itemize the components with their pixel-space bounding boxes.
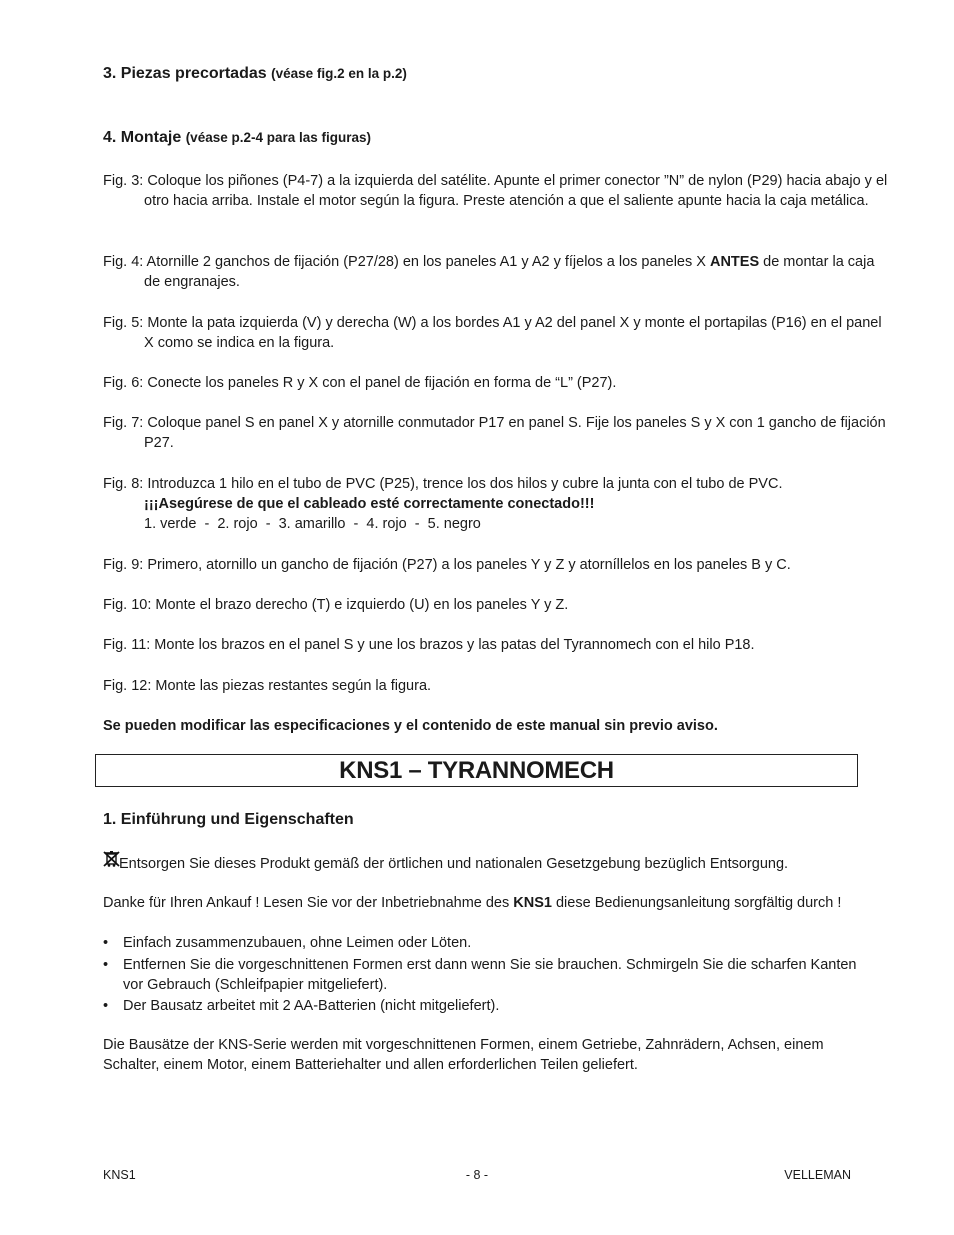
disposal-notice [103,848,853,874]
disposal-text: Entsorgen Sie dieses Produkt gemäß der örtlichen und nationalen Gesetzgebung bezüglich Entsorgung. [119,856,789,872]
heading-einfuehrung: 1. Einführung und Eigenschaften [103,811,354,828]
list-item-text: Einfach zusammenzubauen, ohne Leimen oder Löten. [123,935,472,951]
section-title: KNS1 – TYRANNOMECH [339,756,614,784]
fig4-text: Fig. 4: Atornille 2 ganchos de fijación (P27/28) en los paneles A1 y A2 y fíjelos a los paneles X [103,254,710,270]
fig12-instruction: Fig. 12: Monte las piezas restantes según la figura. [103,678,432,694]
fig8-instruction [103,474,889,534]
heading-main: 4. Montaje [103,129,182,146]
fig10-instruction: Fig. 10: Monte el brazo derecho (T) e izquierdo (U) en los paneles Y y Z. [103,597,569,613]
fig7-instruction: Fig. 7: Coloque panel S en panel X y atornille conmutador P17 en panel S. Fije los paneles S y X con 1 gancho de fijación P27. [103,415,886,451]
crossed-out-wheelie-bin-icon [103,848,121,868]
heading-main: 3. Piezas precortadas [103,65,267,82]
list-item-text: Der Bausatz arbeitet mit 2 AA-Batterien (nicht mitgeliefert). [123,998,500,1014]
list-item-text: Entfernen Sie die vorgeschnittenen Formen erst dann wenn Sie sie brauchen. Schmirgeln Sie die scharfen Kanten vor Gebrauch (Schleifpapier mitgeliefert). [123,957,857,993]
thanks-paragraph [103,893,853,913]
fig6-instruction: Fig. 6: Conecte los paneles R y X con el panel de fijación en forma de “L” (P27). [103,375,617,391]
bullet-icon: • [103,998,109,1014]
list-item [103,933,868,953]
footer-right: VELLEMAN [784,1168,851,1182]
heading-note: (véase fig.2 en la p.2) [271,66,407,81]
fig3-instruction: Fig. 3: Coloque los piñones (P4-7) a la izquierda del satélite. Apunte el primer conector ”N” de nylon (P29) hacia abajo y el otro hacia arriba. Instale el motor según la figura. Preste atención a que el saliente apunte hacia la caja metálica. [103,173,888,209]
fig9-instruction: Fig. 9: Primero, atornillo un gancho de fijación (P27) a los paneles Y y Z y atorníllelos en los paneles B y C. [103,557,791,573]
thanks-text: Danke für Ihren Ankauf ! Lesen Sie vor der Inbetriebnahme des [103,895,514,911]
list-item [103,955,868,995]
fig8-warning: ¡¡¡Asegúrese de que el cableado esté correctamente conectado!!! [144,496,595,512]
section-title-box [95,754,858,787]
heading-piezas-precortadas [103,64,407,84]
bullet-icon: • [103,935,109,951]
fig4-text-end: de montar la caja de engranajes. [144,254,875,290]
thanks-text-end: diese Bedienungsanleitung sorgfältig durch ! [551,895,842,911]
fig8-wire-colors: 1. verde - 2. rojo - 3. amarillo - 4. rojo - 5. negro [144,516,481,532]
fig4-instruction [103,252,889,292]
list-item [103,996,868,1016]
bullet-icon: • [103,957,109,973]
heading-note: (véase p.2-4 para las figuras) [185,130,372,145]
footer-left: KNS1 [103,1168,136,1182]
fig8-text: Fig. 8: Introduzca 1 hilo en el tubo de PVC (P25), trence los dos hilos y cubre la junta con el tubo de PVC. [103,476,783,492]
fig5-instruction: Fig. 5: Monte la pata izquierda (V) y derecha (W) a los bordes A1 y A2 del panel X y monte el portapilas (P16) en el panel X como se indica en la figura. [103,315,882,351]
page-number: - 8 - [465,1168,489,1182]
heading-montaje [103,128,371,148]
closing-paragraph: Die Bausätze der KNS-Serie werden mit vorgeschnittenen Formen, einem Getriebe, Zahnrädern, Achsen, einem Schalter, einem Motor, einem Batteriehalter und allen erforderlichen Teilen geliefert. [103,1037,824,1073]
fig11-instruction: Fig. 11: Monte los brazos en el panel S y une los brazos y las patas del Tyrannomech con el hilo P18. [103,637,755,653]
thanks-product: KNS1 [513,895,552,911]
fig4-emphasis: ANTES [709,254,760,270]
modification-notice: Se pueden modificar las especificaciones y el contenido de este manual sin previo aviso. [103,718,718,734]
